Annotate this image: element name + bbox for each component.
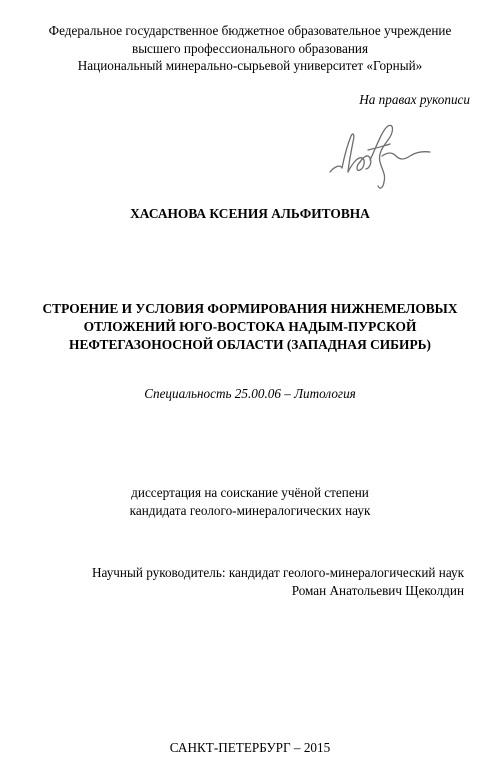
institution-line-1: Федеральное государственное бюджетное образовательное учреждение [48,23,452,38]
manuscript-rights-note: На правах рукописи [359,92,470,107]
institution-line-2: высшего профессионального образования [131,40,369,56]
degree-block [0,484,500,519]
speciality-line: Специальность 25.00.06 – Литология [144,386,356,401]
supervisor-role: Научный руководитель: кандидат геолого-минералогический наук [92,565,464,580]
institution-block [0,22,500,75]
supervisor-block [92,564,464,599]
title-line-2: ОТЛОЖЕНИЙ ЮГО-ВОСТОКА НАДЫМ-ПУРСКОЙ [83,318,417,334]
institution-line-3: Национальный минерально-сырьевой университет «Горный» [77,58,423,73]
handwritten-signature-icon [318,120,434,194]
title-line-3: НЕФТЕГАЗОНОСНОЙ ОБЛАСТИ (ЗАПАДНАЯ СИБИРЬ) [69,336,431,352]
supervisor-name: Роман Анатольевич Щеколдин [291,582,464,598]
dissertation-title [0,300,500,353]
degree-line-2: кандидата геолого-минералогических наук [129,502,371,518]
author-name: ХАСАНОВА КСЕНИЯ АЛЬФИТОВНА [130,206,370,221]
title-line-1: СТРОЕНИЕ И УСЛОВИЯ ФОРМИРОВАНИЯ НИЖНЕМЕЛОВЫХ [42,301,458,316]
place-and-year: САНКТ-ПЕТЕРБУРГ – 2015 [169,740,331,755]
degree-line-1: диссертация на соискание учёной степени [131,485,369,500]
